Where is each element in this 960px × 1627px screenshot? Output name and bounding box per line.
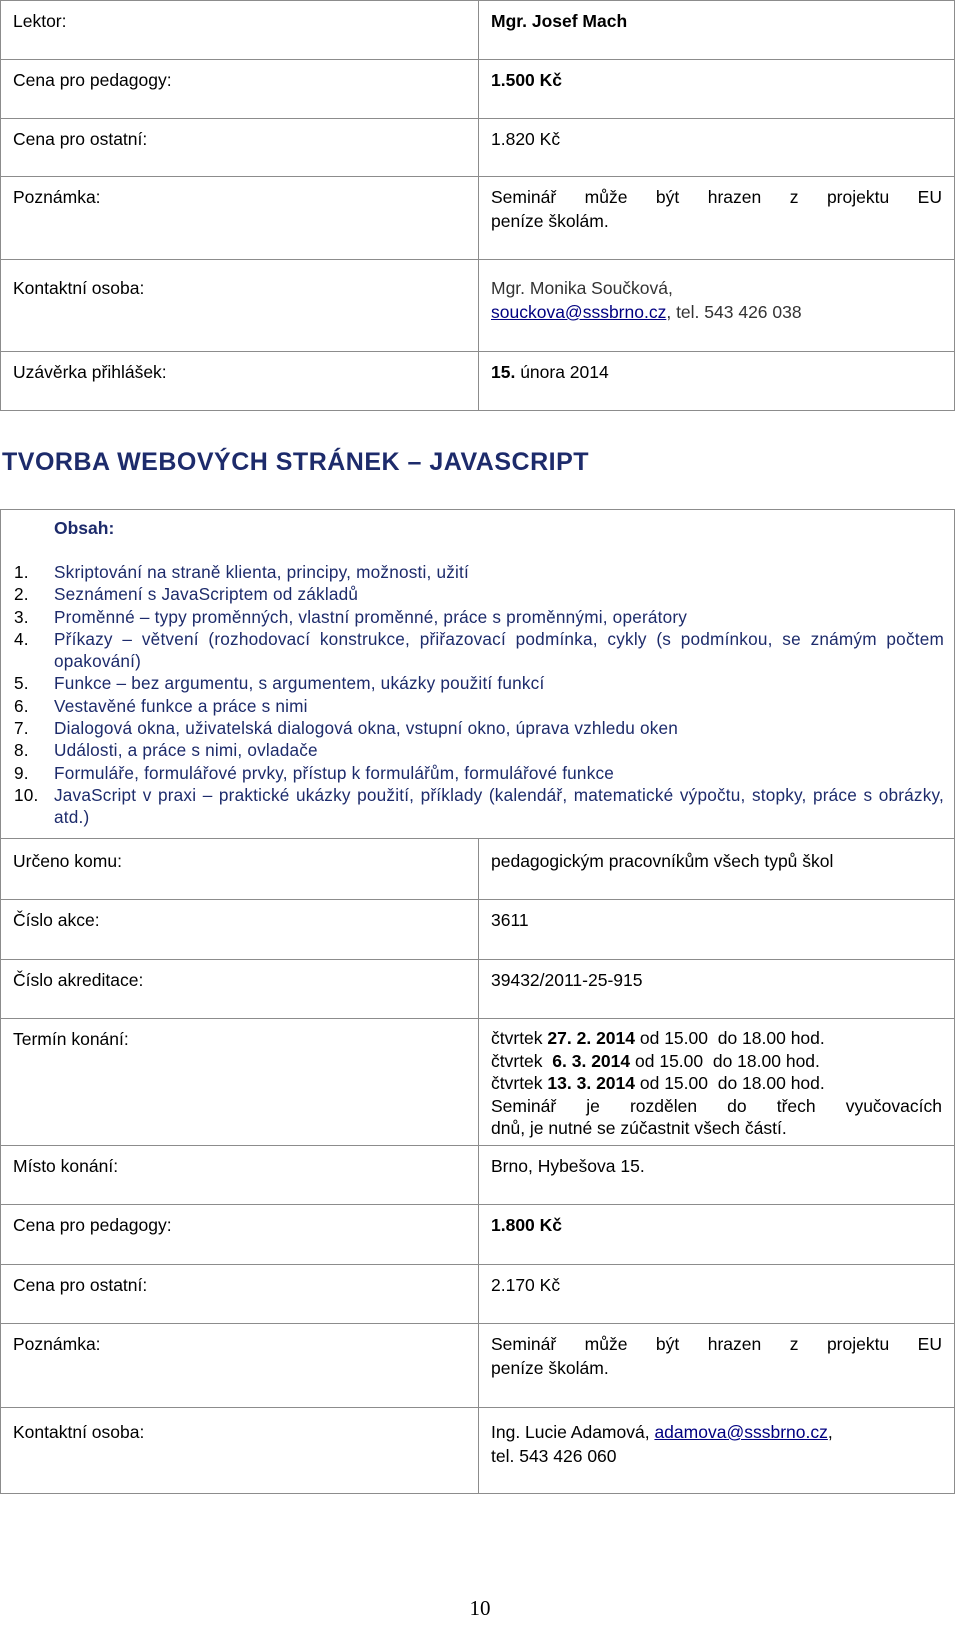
dates-label: Termín konání:: [1, 1019, 479, 1146]
date-time: od 15.00 do 18.00 hod.: [635, 1050, 820, 1071]
date-time: od 15.00 do 18.00 hod.: [639, 1028, 825, 1048]
contact-value: [479, 260, 955, 352]
contact-label: Kontaktní osoba:: [1, 260, 479, 352]
list-item-text: Dialogová okna, uživatelská dialogová okna, vstupní okno, úprava vzhledu oken: [54, 718, 679, 739]
date-date: 27. 2. 2014: [547, 1028, 635, 1048]
note-label: Poznámka:: [1, 177, 479, 260]
list-item-number: 8.: [14, 740, 29, 761]
audience-label: Určeno komu:: [1, 839, 479, 900]
contact2-phone: tel. 543 426 060: [491, 1446, 617, 1466]
price-others-value: 1.820 Kč: [479, 119, 955, 177]
list-item-text: Proměnné – typy proměnných, vlastní proměnné, práce s proměnnými, operátory: [54, 606, 688, 627]
list-item-number: 10.: [14, 784, 39, 805]
list-item-text: Příkazy – větvení (rozhodovací konstrukce, přiřazovací podmínka, cykly (s podmínkou, se známým počtem opakování): [54, 628, 944, 672]
date-time: od 15.00 do 18.00 hod.: [639, 1073, 825, 1093]
list-item-text: JavaScript v praxi – praktické ukázky použití, příklady (kalendář, matematické výpočtu, stopky, práce s obrázky, atd.): [54, 784, 944, 828]
accreditation-value: 39432/2011-25-915: [479, 960, 955, 1019]
list-item-number: 6.: [14, 695, 29, 716]
price-teachers-value: 1.500 Kč: [479, 60, 955, 119]
syllabus-heading: Obsah:: [54, 518, 115, 538]
list-item-text: Skriptování na straně klienta, principy, možnosti, užití: [54, 562, 469, 582]
venue-value: Brno, Hybešova 15.: [479, 1146, 955, 1205]
section-title: TVORBA WEBOVÝCH STRÁNEK – JAVASCRIPT: [2, 448, 590, 476]
contact2-comma: ,: [827, 1422, 833, 1442]
lektor-label: Lektor:: [1, 1, 479, 60]
note-line-1: Seminář může být hrazen z projektu EU: [491, 187, 942, 207]
list-item-number: 7.: [14, 718, 29, 739]
list-item-number: 9.: [14, 762, 29, 783]
note2-value: [479, 1324, 955, 1408]
contact2-email-link[interactable]: adamova@sssbrno.cz: [654, 1422, 828, 1442]
dates-value: [479, 1019, 955, 1146]
contact2-label: Kontaktní osoba:: [1, 1408, 479, 1494]
list-item-number: 5.: [14, 673, 29, 694]
deadline-value: [479, 352, 955, 411]
price2-others-value: 2.170 Kč: [479, 1265, 955, 1324]
date-row: [491, 1050, 942, 1073]
dates-note-line-2: dnů, je nutné se zúčastnit všech částí.: [491, 1118, 787, 1138]
date-date: 6. 3. 2014: [552, 1050, 631, 1071]
contact2-name: Ing. Lucie Adamová,: [491, 1422, 655, 1442]
deadline-month: února 2014: [515, 362, 609, 382]
list-item-number: 3.: [14, 606, 29, 627]
syllabus-list: [14, 561, 944, 829]
price2-others-label: Cena pro ostatní:: [1, 1265, 479, 1324]
list-item-text: Formuláře, formulářové prvky, přístup k formulářům, formulářové funkce: [54, 762, 615, 783]
page-number: 10: [469, 1596, 491, 1620]
lektor-value: Mgr. Josef Mach: [479, 1, 955, 60]
note-line-2: peníze školám.: [491, 211, 609, 231]
venue-label: Místo konání:: [1, 1146, 479, 1205]
list-item: [14, 717, 944, 739]
list-item: [14, 583, 944, 605]
note2-label: Poznámka:: [1, 1324, 479, 1408]
accreditation-label: Číslo akreditace:: [1, 960, 479, 1019]
list-item: [14, 695, 944, 717]
contact-email-link[interactable]: souckova@sssbrno.cz: [491, 302, 667, 322]
list-item-number: 2.: [14, 584, 29, 605]
price-others-label: Cena pro ostatní:: [1, 119, 479, 177]
note2-line-2: peníze školám.: [491, 1358, 609, 1378]
list-item-text: Seznámení s JavaScriptem od základů: [54, 584, 359, 605]
note2-line-1: Seminář může být hrazen z projektu EU: [491, 1334, 942, 1354]
list-item: [14, 561, 944, 583]
date-day: čtvrtek: [491, 1050, 543, 1071]
note-value: [479, 177, 955, 260]
top-info-table: [0, 0, 955, 411]
date-day: čtvrtek: [491, 1073, 543, 1093]
list-item-text: Události, a práce s nimi, ovladače: [54, 740, 318, 761]
contact-phone: , tel. 543 426 038: [666, 302, 802, 322]
list-item: [14, 784, 944, 829]
contact2-value: [479, 1408, 955, 1494]
price2-teachers-label: Cena pro pedagogy:: [1, 1205, 479, 1265]
list-item: [14, 762, 944, 784]
list-item: [14, 606, 944, 628]
deadline-day: 15.: [491, 362, 516, 382]
price2-teachers-value: 1.800 Kč: [479, 1205, 955, 1265]
list-item: [14, 672, 944, 694]
syllabus-box: [0, 509, 955, 839]
event-number-value: 3611: [479, 900, 955, 960]
list-item: [14, 628, 944, 673]
deadline-label: Uzávěrka přihlášek:: [1, 352, 479, 411]
event-number-label: Číslo akce:: [1, 900, 479, 960]
dates-note-line-1: Seminář je rozdělen do třech vyučovacích: [491, 1095, 942, 1116]
date-date: 13. 3. 2014: [547, 1073, 635, 1093]
list-item-number: 4.: [14, 628, 29, 649]
contact-name: Mgr. Monika Součková,: [491, 278, 673, 298]
bottom-info-table: [0, 838, 955, 1494]
list-item: [14, 739, 944, 761]
price-teachers-label: Cena pro pedagogy:: [1, 60, 479, 119]
list-item-number: 1.: [14, 562, 29, 582]
list-item-text: Vestavěné funkce a práce s nimi: [54, 695, 308, 716]
date-day: čtvrtek: [491, 1028, 543, 1048]
date-row: [491, 1027, 942, 1050]
date-row: [491, 1072, 942, 1095]
list-item-text: Funkce – bez argumentu, s argumentem, ukázky použití funkcí: [54, 673, 545, 694]
audience-value: pedagogickým pracovníkům všech typů škol: [479, 839, 955, 900]
